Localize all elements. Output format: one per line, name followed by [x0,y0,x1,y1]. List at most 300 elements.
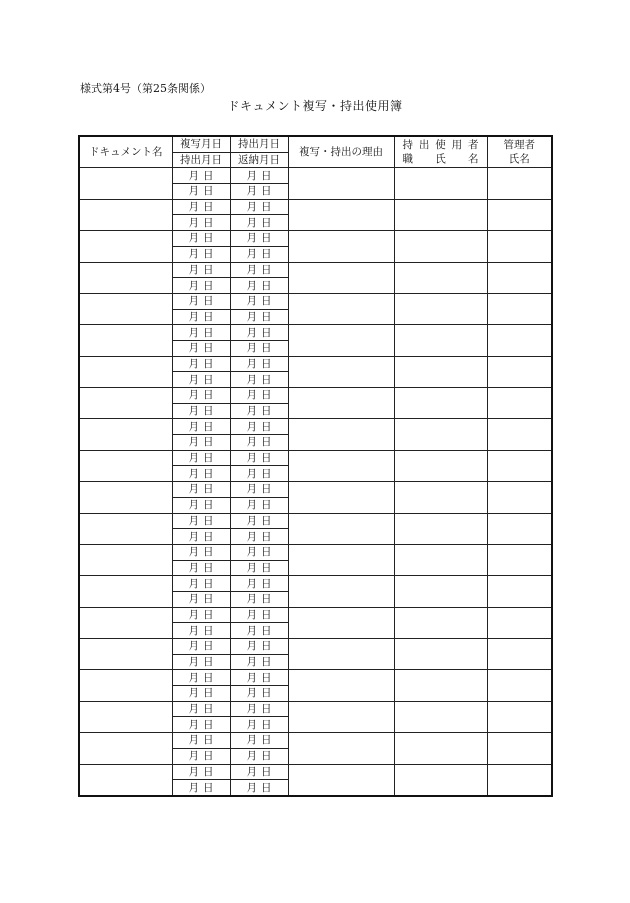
manager-cell[interactable] [487,670,552,701]
user-cell[interactable] [394,199,487,230]
month-label: 月 [188,483,199,496]
manager-cell[interactable] [487,482,552,513]
day-label: 日 [203,263,214,276]
day-label: 日 [261,420,272,433]
header-user-char: 使 [435,139,446,152]
header-reason: 複写・持出の理由 [288,136,394,168]
copy-date-cell[interactable] [172,607,230,623]
document-name-cell[interactable] [79,701,172,732]
reason-cell[interactable] [288,356,394,387]
document-name-cell[interactable] [79,607,172,638]
takeout-date-cell[interactable] [230,419,288,435]
day-label: 日 [203,342,214,355]
month-label: 月 [246,420,257,433]
month-label: 月 [188,452,199,465]
manager-cell[interactable] [487,607,552,638]
month-label: 月 [246,452,257,465]
copy-date-cell[interactable] [172,701,230,717]
manager-cell[interactable] [487,231,552,262]
day-label: 日 [203,765,214,778]
month-label: 月 [188,656,199,669]
month-label: 月 [188,373,199,386]
return-date-cell[interactable] [230,372,288,388]
return-date-cell[interactable] [230,340,288,356]
month-label: 月 [246,232,257,245]
manager-cell[interactable] [487,513,552,544]
day-label: 日 [203,420,214,433]
takeout-date-cell[interactable] [230,576,288,592]
copy-date-cell[interactable] [172,325,230,341]
day-label: 日 [261,703,272,716]
month-label: 月 [188,232,199,245]
return-date-cell[interactable] [230,686,288,702]
day-label: 日 [261,342,272,355]
document-name-cell[interactable] [79,544,172,575]
copy-date-cell[interactable] [172,482,230,498]
month-label: 月 [246,310,257,323]
user-cell[interactable] [394,639,487,670]
table-row [79,231,552,247]
day-label: 日 [203,467,214,480]
day-label: 日 [203,326,214,339]
month-label: 月 [246,373,257,386]
month-label: 月 [188,624,199,637]
document-name-cell[interactable] [79,262,172,293]
document-name-cell[interactable] [79,576,172,607]
document-name-cell[interactable] [79,168,172,199]
takeout-date-cell[interactable] [172,435,230,451]
manager-cell[interactable] [487,325,552,356]
month-label: 月 [246,593,257,606]
takeout-date-cell[interactable] [230,733,288,749]
day-label: 日 [203,452,214,465]
document-name-cell[interactable] [79,199,172,230]
user-cell[interactable] [394,482,487,513]
document-name-cell[interactable] [79,231,172,262]
takeout-date-cell[interactable] [230,513,288,529]
user-cell[interactable] [394,513,487,544]
takeout-date-cell[interactable] [230,168,288,184]
takeout-date-cell[interactable] [230,607,288,623]
manager-cell[interactable] [487,450,552,481]
return-date-cell[interactable] [230,403,288,419]
day-label: 日 [203,624,214,637]
month-label: 月 [246,389,257,402]
month-label: 月 [188,561,199,574]
month-label: 月 [188,499,199,512]
user-cell[interactable] [394,388,487,419]
day-label: 日 [261,295,272,308]
header-row-1 [79,136,552,152]
return-date-cell[interactable] [230,246,288,262]
takeout-date-cell[interactable] [230,356,288,372]
takeout-date-cell[interactable] [230,388,288,404]
table-row [79,733,552,749]
takeout-date-cell[interactable] [230,544,288,560]
day-label: 日 [261,216,272,229]
table-row [79,450,552,466]
user-cell[interactable] [394,701,487,732]
day-label: 日 [261,781,272,794]
month-label: 月 [188,436,199,449]
manager-cell[interactable] [487,544,552,575]
manager-cell[interactable] [487,576,552,607]
header-user-char: 持 [402,139,413,152]
day-label: 日 [261,310,272,323]
reason-cell[interactable] [288,419,394,450]
document-name-cell[interactable] [79,670,172,701]
month-label: 月 [188,389,199,402]
document-name-cell[interactable] [79,764,172,796]
day-label: 日 [261,373,272,386]
user-cell[interactable] [394,168,487,199]
takeout-date-cell[interactable] [230,701,288,717]
header-user-char: 者 [468,139,479,152]
copy-date-cell[interactable] [172,544,230,560]
user-cell[interactable] [394,356,487,387]
month-label: 月 [188,201,199,214]
table-row [79,544,552,560]
day-label: 日 [203,389,214,402]
header-user-char: 出 [418,139,430,152]
takeout-date-cell[interactable] [172,654,230,670]
month-label: 月 [246,201,257,214]
takeout-date-cell[interactable] [172,184,230,200]
return-date-cell[interactable] [230,591,288,607]
form-number: 様式第4号（第25条関係） [80,82,211,95]
day-label: 日 [203,201,214,214]
user-cell[interactable] [394,544,487,575]
return-date-cell[interactable] [230,278,288,294]
header-return-date: 返納月日 [230,152,288,168]
day-label: 日 [261,530,272,543]
month-label: 月 [246,656,257,669]
takeout-date-cell[interactable] [172,246,230,262]
copy-date-cell[interactable] [172,356,230,372]
manager-cell[interactable] [487,262,552,293]
copy-date-cell[interactable] [172,231,230,247]
return-date-cell[interactable] [230,215,288,231]
month-label: 月 [188,467,199,480]
return-date-cell[interactable] [230,654,288,670]
month-label: 月 [188,295,199,308]
header-user-char: 氏 [435,153,446,166]
takeout-date-cell[interactable] [172,686,230,702]
day-label: 日 [261,279,272,292]
day-label: 日 [261,452,272,465]
month-label: 月 [246,405,257,418]
table-row [79,325,552,341]
copy-date-cell[interactable] [172,168,230,184]
takeout-date-cell[interactable] [172,403,230,419]
day-label: 日 [261,687,272,700]
manager-cell[interactable] [487,419,552,450]
takeout-date-cell[interactable] [172,466,230,482]
manager-cell[interactable] [487,733,552,764]
user-cell[interactable] [394,733,487,764]
takeout-date-cell[interactable] [172,529,230,545]
return-date-cell[interactable] [230,435,288,451]
takeout-date-cell[interactable] [172,591,230,607]
takeout-date-cell[interactable] [172,215,230,231]
month-label: 月 [188,703,199,716]
day-label: 日 [203,640,214,653]
takeout-date-cell[interactable] [172,717,230,733]
month-label: 月 [188,248,199,261]
return-date-cell[interactable] [230,529,288,545]
reason-cell[interactable] [288,450,394,481]
reason-cell[interactable] [288,701,394,732]
day-label: 日 [261,263,272,276]
takeout-date-cell[interactable] [230,764,288,780]
month-label: 月 [246,499,257,512]
document-name-cell[interactable] [79,450,172,481]
document-name-cell[interactable] [79,293,172,324]
document-name-cell[interactable] [79,325,172,356]
day-label: 日 [261,577,272,590]
takeout-date-cell[interactable] [172,623,230,639]
day-label: 日 [203,530,214,543]
day-label: 日 [261,640,272,653]
user-cell[interactable] [394,419,487,450]
takeout-date-cell[interactable] [172,340,230,356]
user-cell[interactable] [394,262,487,293]
month-label: 月 [188,185,199,198]
reason-cell[interactable] [288,670,394,701]
return-date-cell[interactable] [230,748,288,764]
takeout-date-cell[interactable] [230,262,288,278]
table-row [79,262,552,278]
month-label: 月 [188,781,199,794]
return-date-cell[interactable] [230,717,288,733]
return-date-cell[interactable] [230,560,288,576]
reason-cell[interactable] [288,293,394,324]
user-cell[interactable] [394,293,487,324]
document-name-cell[interactable] [79,388,172,419]
day-label: 日 [203,608,214,621]
header-user-char: 名 [468,153,479,166]
copy-date-cell[interactable] [172,199,230,215]
document-name-cell[interactable] [79,733,172,764]
takeout-date-cell[interactable] [172,278,230,294]
day-label: 日 [261,656,272,669]
manager-cell[interactable] [487,388,552,419]
copy-date-cell[interactable] [172,450,230,466]
day-label: 日 [203,671,214,684]
copy-date-cell[interactable] [172,513,230,529]
copy-date-cell[interactable] [172,388,230,404]
day-label: 日 [261,201,272,214]
user-cell[interactable] [394,607,487,638]
day-label: 日 [261,734,272,747]
manager-cell[interactable] [487,701,552,732]
day-label: 日 [261,514,272,527]
takeout-date-cell[interactable] [230,199,288,215]
return-date-cell[interactable] [230,466,288,482]
month-label: 月 [188,342,199,355]
document-name-cell[interactable] [79,356,172,387]
reason-cell[interactable] [288,388,394,419]
table-row [79,513,552,529]
return-date-cell[interactable] [230,780,288,796]
day-label: 日 [261,248,272,261]
month-label: 月 [246,467,257,480]
copy-date-cell[interactable] [172,262,230,278]
user-cell[interactable] [394,576,487,607]
reason-cell[interactable] [288,639,394,670]
month-label: 月 [188,279,199,292]
month-label: 月 [246,169,257,182]
month-label: 月 [188,765,199,778]
copy-date-cell[interactable] [172,733,230,749]
user-cell[interactable] [394,764,487,796]
header-user [394,136,487,168]
takeout-date-cell[interactable] [230,482,288,498]
month-label: 月 [246,185,257,198]
takeout-date-cell[interactable] [230,293,288,309]
return-date-cell[interactable] [230,309,288,325]
table-row [79,576,552,592]
month-label: 月 [246,765,257,778]
document-name-cell[interactable] [79,639,172,670]
day-label: 日 [203,216,214,229]
return-date-cell[interactable] [230,184,288,200]
header-takeout-date-2: 持出月日 [172,152,230,168]
header-takeout-date: 持出月日 [230,136,288,152]
user-cell[interactable] [394,450,487,481]
return-date-cell[interactable] [230,497,288,513]
reason-cell[interactable] [288,231,394,262]
document-name-cell[interactable] [79,482,172,513]
reason-cell[interactable] [288,168,394,199]
manager-cell[interactable] [487,199,552,230]
manager-cell[interactable] [487,639,552,670]
month-label: 月 [246,216,257,229]
table-row [79,670,552,686]
return-date-cell[interactable] [230,623,288,639]
manager-cell[interactable] [487,168,552,199]
user-cell[interactable] [394,231,487,262]
day-label: 日 [261,750,272,763]
day-label: 日 [203,718,214,731]
takeout-date-cell[interactable] [172,309,230,325]
reason-cell[interactable] [288,576,394,607]
month-label: 月 [246,640,257,653]
copy-date-cell[interactable] [172,576,230,592]
month-label: 月 [246,561,257,574]
day-label: 日 [203,750,214,763]
month-label: 月 [246,577,257,590]
table-row [79,419,552,435]
reason-cell[interactable] [288,733,394,764]
day-label: 日 [261,483,272,496]
takeout-date-cell[interactable] [230,450,288,466]
day-label: 日 [203,310,214,323]
month-label: 月 [246,342,257,355]
takeout-date-cell[interactable] [230,639,288,655]
takeout-date-cell[interactable] [172,748,230,764]
takeout-date-cell[interactable] [172,497,230,513]
day-label: 日 [203,781,214,794]
reason-cell[interactable] [288,262,394,293]
day-label: 日 [261,561,272,574]
month-label: 月 [246,608,257,621]
takeout-date-cell[interactable] [230,670,288,686]
month-label: 月 [188,718,199,731]
table-row [79,388,552,404]
takeout-date-cell[interactable] [230,325,288,341]
day-label: 日 [203,514,214,527]
manager-cell[interactable] [487,293,552,324]
month-label: 月 [188,546,199,559]
day-label: 日 [203,185,214,198]
reason-cell[interactable] [288,764,394,796]
reason-cell[interactable] [288,325,394,356]
copy-date-cell[interactable] [172,293,230,309]
takeout-date-cell[interactable] [172,372,230,388]
day-label: 日 [261,405,272,418]
reason-cell[interactable] [288,513,394,544]
day-label: 日 [261,546,272,559]
manager-cell[interactable] [487,764,552,796]
day-label: 日 [261,232,272,245]
day-label: 日 [261,765,272,778]
reason-cell[interactable] [288,544,394,575]
month-label: 月 [246,357,257,370]
day-label: 日 [203,546,214,559]
table-row [79,356,552,372]
register-table [78,135,553,797]
month-label: 月 [246,750,257,763]
document-name-cell[interactable] [79,419,172,450]
document-name-cell[interactable] [79,513,172,544]
takeout-date-cell[interactable] [172,560,230,576]
month-label: 月 [188,530,199,543]
day-label: 日 [203,561,214,574]
reason-cell[interactable] [288,607,394,638]
month-label: 月 [188,169,199,182]
month-label: 月 [188,577,199,590]
month-label: 月 [246,295,257,308]
month-label: 月 [246,436,257,449]
table-row [79,168,552,184]
copy-date-cell[interactable] [172,764,230,780]
copy-date-cell[interactable] [172,419,230,435]
reason-cell[interactable] [288,199,394,230]
manager-cell[interactable] [487,356,552,387]
day-label: 日 [203,373,214,386]
day-label: 日 [203,656,214,669]
reason-cell[interactable] [288,482,394,513]
header-user-char: 職 [402,153,413,166]
month-label: 月 [188,310,199,323]
month-label: 月 [246,279,257,292]
takeout-date-cell[interactable] [230,231,288,247]
day-label: 日 [261,389,272,402]
day-label: 日 [203,436,214,449]
month-label: 月 [188,608,199,621]
user-cell[interactable] [394,670,487,701]
month-label: 月 [246,263,257,276]
takeout-date-cell[interactable] [172,780,230,796]
day-label: 日 [203,593,214,606]
user-cell[interactable] [394,325,487,356]
copy-date-cell[interactable] [172,670,230,686]
header-manager [487,136,552,168]
month-label: 月 [246,326,257,339]
month-label: 月 [246,687,257,700]
copy-date-cell[interactable] [172,639,230,655]
